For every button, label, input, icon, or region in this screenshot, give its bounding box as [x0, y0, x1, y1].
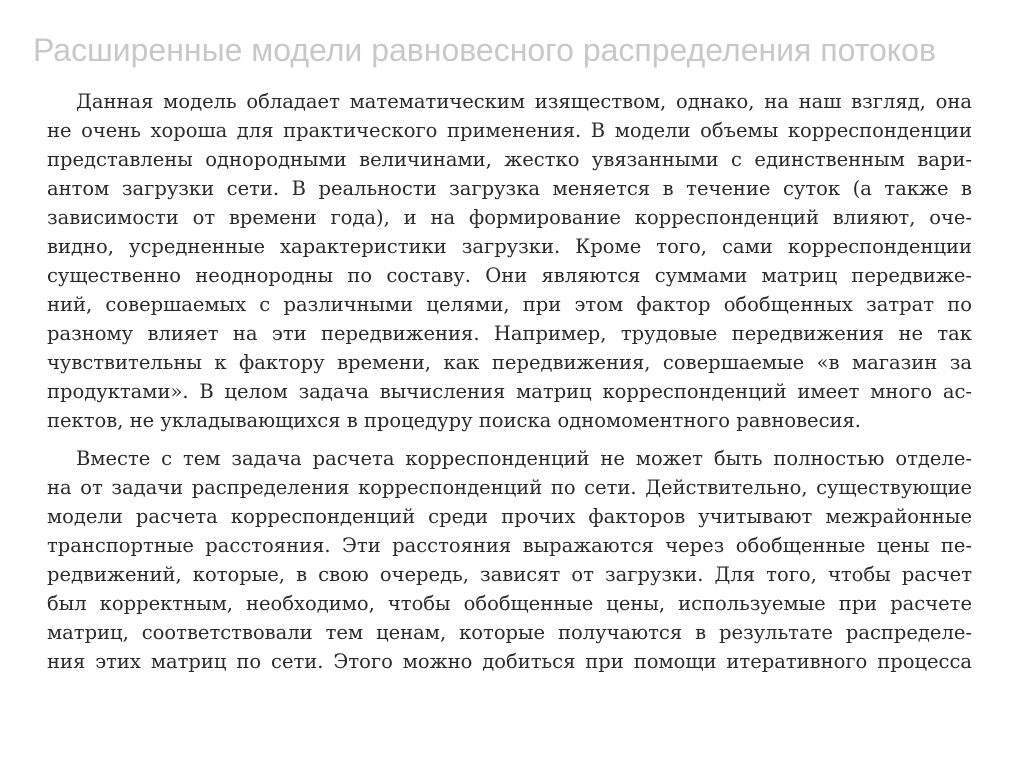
text-line: зависимости от времени года), и на формирование корреспонденций влияют, оче- [47, 206, 972, 229]
text-line: транспортные расстояния. Эти расстояния выражаются через обобщенные цены пе- [47, 534, 972, 557]
text-line: ний, совершаемых с различными целями, при этом фактор обобщенных затрат по [47, 293, 972, 316]
text-line: продуктами». В целом задача вычисления матриц корреспонденций имеет много ас- [47, 380, 972, 403]
paragraph-2 [47, 444, 972, 676]
text-line: пектов, не укладывающихся в процедуру поиска одномоментного равновесия. [47, 409, 862, 432]
slide-title: Расширенные модели равновесного распределения потоков [33, 32, 936, 68]
text-line: не очень хороша для практического применения. В модели объемы корреспонденции [47, 119, 972, 142]
text-line: чувствительны к фактору времени, как передвижения, совершаемые «в магазин за [47, 351, 972, 374]
text-line: видно, усредненные характеристики загрузки. Кроме того, сами корреспонденции [47, 235, 972, 258]
paragraph-1 [47, 87, 972, 435]
text-line: существенно неоднородны по составу. Они являются суммами матриц передвиже- [47, 264, 972, 287]
text-line: Вместе с тем задача расчета корреспонденций не может быть полностью отделе- [76, 447, 972, 470]
document-text [47, 87, 972, 676]
text-line: антом загрузки сети. В реальности загрузка меняется в течение суток (а также в [47, 177, 972, 200]
text-line: Данная модель обладает математическим изяществом, однако, на наш взгляд, она [76, 90, 972, 113]
text-line: матриц, соответствовали тем ценам, которые получаются в результате распределе- [47, 621, 972, 644]
text-line: редвижений, которые, в свою очередь, зависят от загрузки. Для того, чтобы расчет [47, 563, 972, 586]
text-line: представлены однородными величинами, жестко увязанными с единственным вари- [47, 148, 972, 171]
text-line: модели расчета корреспонденций среди прочих факторов учитывают межрайонные [47, 505, 972, 528]
text-line: ния этих матриц по сети. Этого можно добиться при помощи итеративного процесса [47, 650, 972, 673]
text-line: разному влияет на эти передвижения. Например, трудовые передвижения не так [47, 322, 972, 345]
text-line: на от задачи распределения корреспонденций по сети. Действительно, существующие [47, 476, 972, 499]
text-line: был корректным, необходимо, чтобы обобщенные цены, используемые при расчете [47, 592, 972, 615]
